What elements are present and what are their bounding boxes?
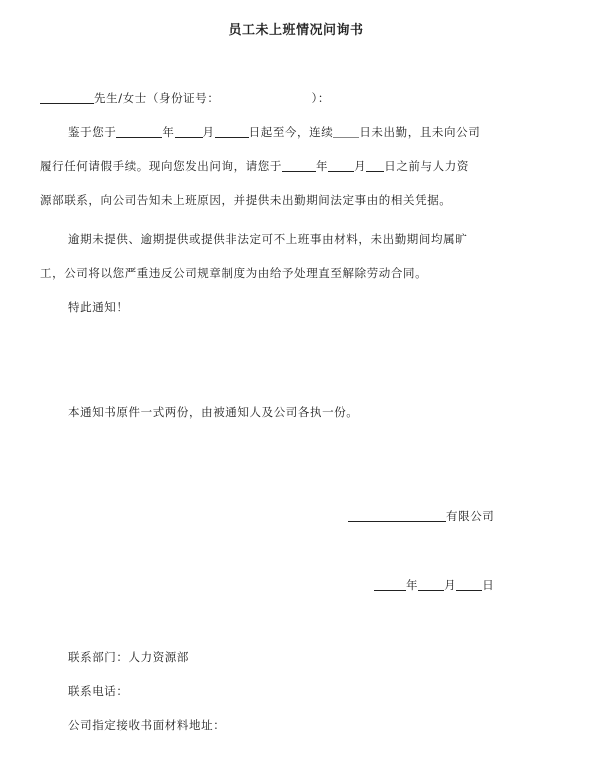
notice-text: 特此通知！ (68, 300, 129, 314)
paragraph-2-line-2: 工，公司将以您严重违反公司规章制度为由给予处理直至解除劳动合同。 (40, 266, 428, 280)
p1-year2-label: 年 (316, 159, 329, 173)
company-signature-line (348, 508, 494, 524)
p1-month2-label: 月 (354, 159, 367, 173)
paragraph-1-line-1 (68, 124, 480, 140)
deadline-month-blank (328, 159, 354, 172)
paragraph-2-line-1: 逾期未提供、逾期提供或提供非法定可不上班事由材料，未出勤期间均属旷 (68, 232, 468, 246)
company-suffix: 有限公司 (446, 509, 495, 523)
copies-note: 本通知书原件一式两份，由被通知人及公司各执一份。 (68, 405, 359, 419)
sign-month-label: 月 (444, 578, 457, 592)
salutation-line (40, 90, 330, 106)
deadline-year-blank (282, 159, 316, 172)
salutation-title: 先生/女士（身份证号： (94, 91, 220, 105)
p1-month-label: 月 (202, 125, 215, 139)
sign-year-blank (374, 578, 406, 591)
p1-line2-text: 履行任何请假手续。现向您发出问询，请您于 (40, 159, 282, 173)
contact-address: 公司指定接收书面材料地址： (68, 718, 226, 732)
start-year-blank (116, 125, 162, 138)
paragraph-1-line-2 (40, 158, 469, 174)
p1-day-before: 日之前与人力资 (384, 159, 469, 173)
company-name-blank (348, 509, 446, 522)
contact-department: 联系部门：人力资源部 (68, 650, 189, 664)
p1-days-absent: 日未出勤，且未向公司 (359, 125, 481, 139)
days-absent-blank (333, 125, 359, 138)
paragraph-1-line-3: 源部联系，向公司告知未上班原因，并提供未出勤期间法定事由的相关凭据。 (40, 193, 452, 207)
sign-year-label: 年 (406, 578, 419, 592)
start-month-blank (175, 125, 203, 138)
name-blank (40, 91, 94, 104)
signature-date-line (374, 577, 494, 593)
start-day-blank (215, 125, 249, 138)
contact-phone: 联系电话： (68, 684, 129, 698)
p1-day-from: 日起至今，连续 (248, 125, 334, 139)
document-title: 员工未上班情况问询书 (228, 23, 364, 38)
sign-month-blank (418, 578, 444, 591)
deadline-day-blank (366, 159, 384, 172)
sign-day-blank (456, 578, 482, 591)
p1-intro: 鉴于您于 (68, 125, 117, 139)
p1-year-label: 年 (162, 125, 175, 139)
sign-day-label: 日 (482, 578, 495, 592)
salutation-close: ）： (311, 91, 330, 105)
